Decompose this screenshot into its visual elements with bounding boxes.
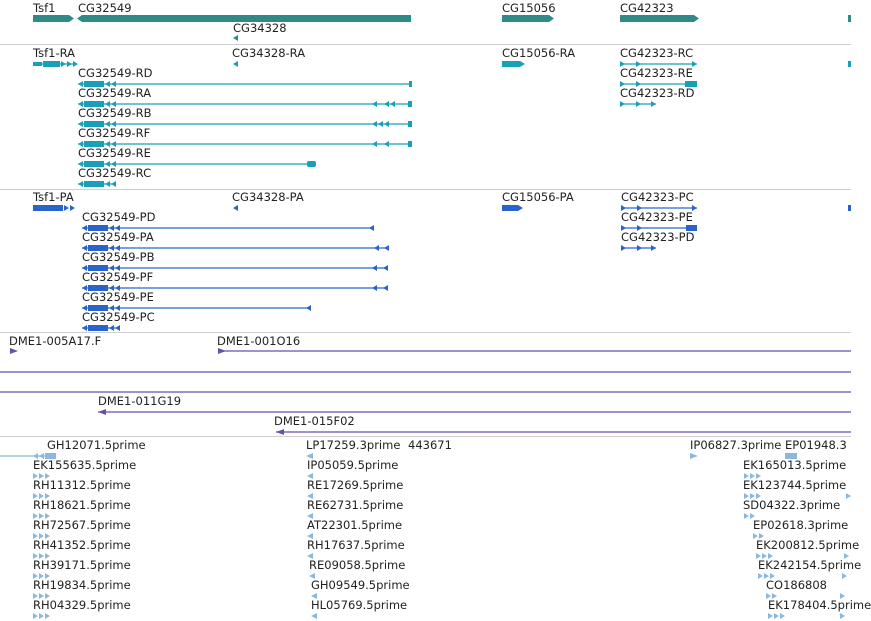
est-label-443671[interactable]: 443671 <box>408 438 452 452</box>
est-label-rh72567[interactable]: RH72567.5prime <box>33 518 131 532</box>
transcript-label-cg34328-pa[interactable]: CG34328-PA <box>232 190 304 204</box>
est-label-ek178404[interactable]: EK178404.5prime <box>768 598 871 612</box>
flybase-transcript-track <box>0 45 851 189</box>
est-glyph-hl05769[interactable] <box>311 613 317 619</box>
gene-glyph-cg15056[interactable] <box>502 15 554 22</box>
bac-label-dme1-005a17-f[interactable]: DME1-005A17.F <box>9 334 102 348</box>
transcript-label-cg15056-pa[interactable]: CG15056-PA <box>502 190 574 204</box>
transcript-glyph-cg15056-pa[interactable] <box>502 205 523 211</box>
transcript-label-cg32549-re[interactable]: CG32549-RE <box>78 146 151 160</box>
est-label-co186808[interactable]: CO186808 <box>766 578 827 592</box>
transcript-glyph-edge[interactable] <box>848 61 851 67</box>
transcript-label-tsf1-ra[interactable]: Tsf1-RA <box>33 46 76 60</box>
transcript-label-cg34328-ra[interactable]: CG34328-RA <box>232 46 306 60</box>
est-label-ek200812[interactable]: EK200812.5prime <box>756 538 860 552</box>
transcript-glyph-cg15056-ra[interactable] <box>502 61 525 67</box>
transcript-label-cg42323-rd[interactable]: CG42323-RD <box>620 86 695 100</box>
gene-track <box>0 0 851 44</box>
transcript-label-cg32549-ra[interactable]: CG32549-RA <box>78 86 152 100</box>
gene-glyph-tsf1[interactable] <box>33 15 74 22</box>
gene-glyph-edge[interactable] <box>848 15 851 22</box>
est-label-sd04322[interactable]: SD04322.3prime <box>743 498 841 512</box>
est-label-ep01948[interactable]: EP01948.3 <box>785 438 847 452</box>
bac-glyph-dme1-015f02[interactable] <box>276 429 851 435</box>
est-glyph-ip06827[interactable] <box>690 453 698 459</box>
transcript-glyph-cg32549-pc[interactable] <box>82 325 120 331</box>
gene-label-cg42323[interactable]: CG42323 <box>620 1 674 15</box>
transcript-label-tsf1-pa[interactable]: Tsf1-PA <box>33 190 74 204</box>
transcript-glyph-cg32549-rc[interactable] <box>78 181 116 187</box>
est-label-hl05769[interactable]: HL05769.5prime <box>311 598 408 612</box>
transcript-label-cg42323-pe[interactable]: CG42323-PE <box>621 210 693 224</box>
refseq-transcript-track <box>0 190 851 332</box>
bac-glyph-dme1-005a17-f[interactable] <box>10 348 18 354</box>
transcript-label-cg42323-rc[interactable]: CG42323-RC <box>620 46 694 60</box>
bac-glyph-dme1-011g19[interactable] <box>98 409 851 415</box>
est-label-gh09549[interactable]: GH09549.5prime <box>311 578 410 592</box>
est-label-rh11312[interactable]: RH11312.5prime <box>33 478 131 492</box>
gene-label-tsf1[interactable]: Tsf1 <box>33 1 56 15</box>
est-label-at22301[interactable]: AT22301.5prime <box>307 518 403 532</box>
est-label-rh41352[interactable]: RH41352.5prime <box>33 538 131 552</box>
est-label-re09058[interactable]: RE09058.5prime <box>309 558 406 572</box>
transcript-label-cg42323-re[interactable]: CG42323-RE <box>620 66 693 80</box>
transcript-glyph-cg42323-pd[interactable] <box>621 245 656 251</box>
est-label-rh17637[interactable]: RH17637.5prime <box>307 538 405 552</box>
est-label-ip05059[interactable]: IP05059.5prime <box>307 458 399 472</box>
transcript-glyph-tsf1-pa[interactable] <box>33 205 75 211</box>
transcript-label-cg32549-pc[interactable]: CG32549-PC <box>82 310 155 324</box>
gene-glyph-cg34328[interactable] <box>233 35 238 41</box>
est-label-ep02618[interactable]: EP02618.3prime <box>753 518 849 532</box>
transcript-label-cg15056-ra[interactable]: CG15056-RA <box>502 46 576 60</box>
est-label-re17269[interactable]: RE17269.5prime <box>307 478 404 492</box>
bac-glyph-dme1-001o16[interactable] <box>218 348 851 354</box>
transcript-label-cg32549-pd[interactable]: CG32549-PD <box>82 210 156 224</box>
bac-label-dme1-015f02[interactable]: DME1-015F02 <box>274 414 355 428</box>
est-label-rh18621[interactable]: RH18621.5prime <box>33 498 131 512</box>
est-label-rh04329[interactable]: RH04329.5prime <box>33 598 131 612</box>
est-label-ek242154[interactable]: EK242154.5prime <box>758 558 862 572</box>
transcript-label-cg32549-pf[interactable]: CG32549-PF <box>82 270 154 284</box>
transcript-glyph-cg42323-rd[interactable] <box>620 101 656 107</box>
transcript-label-cg32549-pb[interactable]: CG32549-PB <box>82 250 155 264</box>
est-label-ek165013[interactable]: EK165013.5prime <box>743 458 847 472</box>
est-label-ek123744[interactable]: EK123744.5prime <box>743 478 847 492</box>
est-label-rh39171[interactable]: RH39171.5prime <box>33 558 131 572</box>
bac-label-dme1-001o16[interactable]: DME1-001O16 <box>217 334 301 348</box>
transcript-label-cg42323-pd[interactable]: CG42323-PD <box>621 230 695 244</box>
est-label-rh19834[interactable]: RH19834.5prime <box>33 578 131 592</box>
transcript-label-cg32549-rb[interactable]: CG32549-RB <box>78 106 152 120</box>
est-label-lp17259[interactable]: LP17259.3prime <box>306 438 401 452</box>
transcript-glyph-tsf1-ra[interactable] <box>33 61 78 67</box>
gene-label-cg15056[interactable]: CG15056 <box>502 1 556 15</box>
transcript-label-cg32549-rf[interactable]: CG32549-RF <box>78 126 151 140</box>
transcript-label-cg32549-rd[interactable]: CG32549-RD <box>78 66 153 80</box>
est-glyph-ek178404[interactable] <box>768 613 785 619</box>
bac-label-dme1-011g19[interactable]: DME1-011G19 <box>98 394 182 408</box>
transcript-glyph-cg34328-pa[interactable] <box>233 205 238 211</box>
est-label-gh12071[interactable]: GH12071.5prime <box>47 438 146 452</box>
transcript-glyph-cg34328-ra[interactable] <box>233 61 238 67</box>
transcript-label-cg32549-rc[interactable]: CG32549-RC <box>78 166 152 180</box>
transcript-label-cg32549-pe[interactable]: CG32549-PE <box>82 290 154 304</box>
est-glyph-rh04329[interactable] <box>33 613 50 619</box>
bac-clone-track <box>0 333 851 436</box>
est-label-ip06827[interactable]: IP06827.3prime <box>690 438 782 452</box>
gene-label-cg34328[interactable]: CG34328 <box>233 21 287 35</box>
transcript-label-cg42323-pc[interactable]: CG42323-PC <box>621 190 694 204</box>
transcript-label-cg32549-pa[interactable]: CG32549-PA <box>82 230 154 244</box>
est-label-re62731[interactable]: RE62731.5prime <box>307 498 404 512</box>
gene-glyph-cg42323[interactable] <box>620 15 699 22</box>
transcript-glyph-edge[interactable] <box>848 205 851 211</box>
gene-label-cg32549[interactable]: CG32549 <box>78 1 132 15</box>
est-label-ek155635[interactable]: EK155635.5prime <box>33 458 137 472</box>
bac-clone-glyphs <box>0 333 851 436</box>
est-track <box>0 437 871 621</box>
